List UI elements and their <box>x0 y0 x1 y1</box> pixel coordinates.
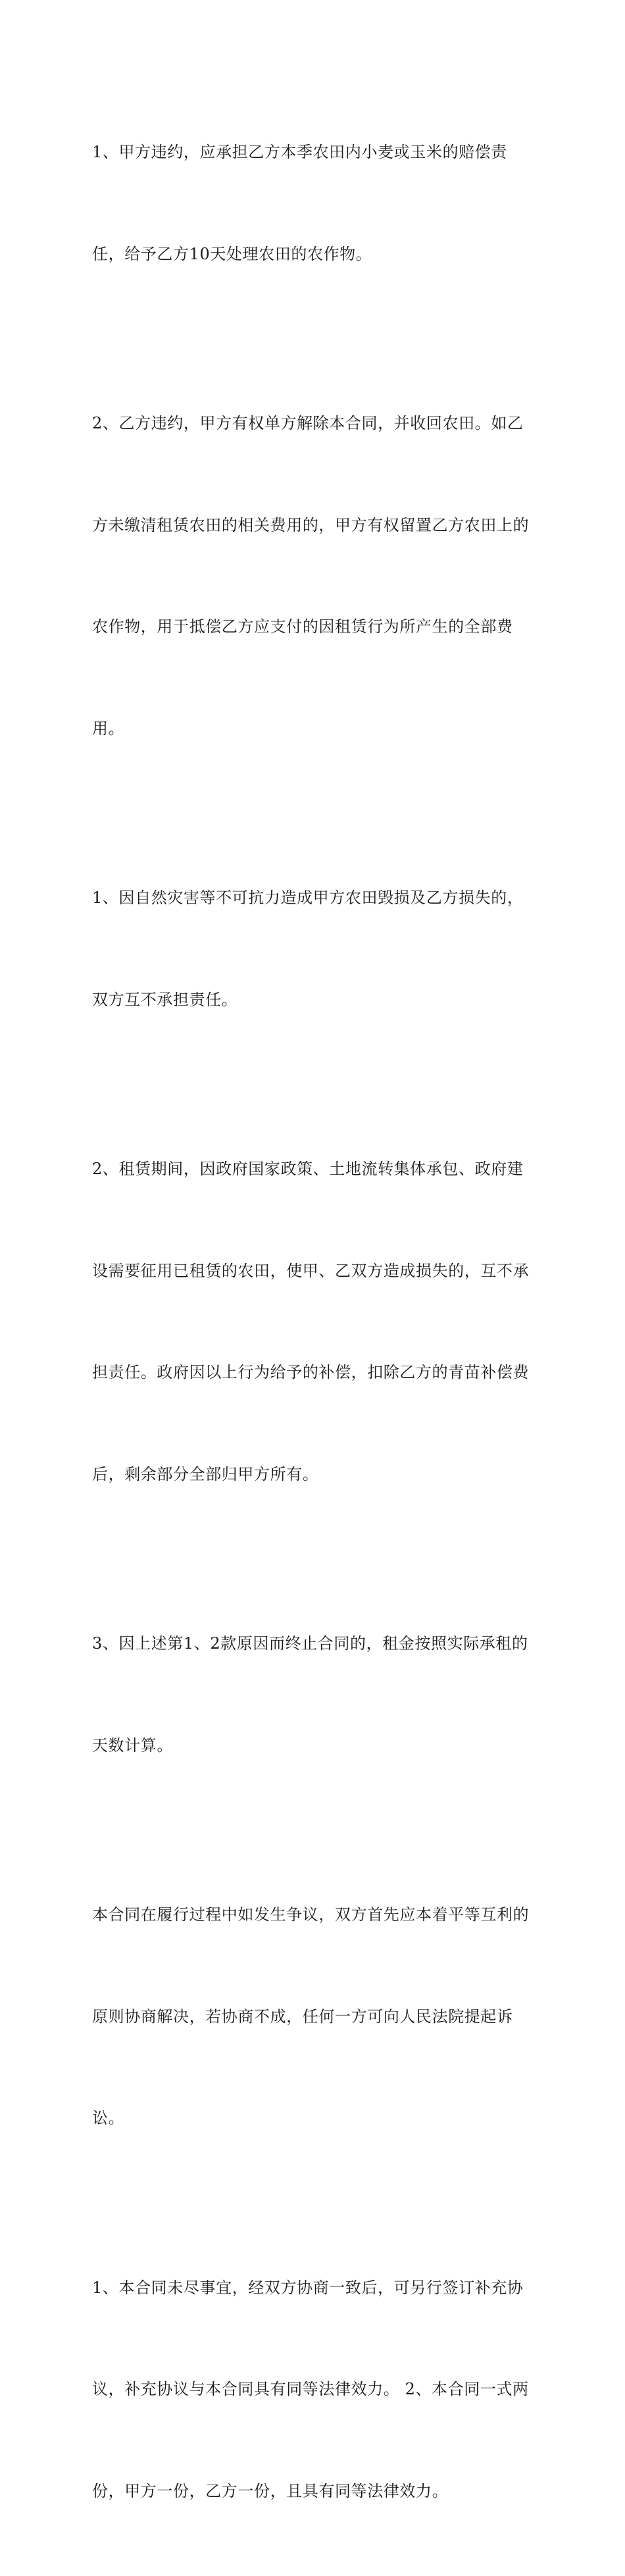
text-line: 农作物，用于抵偿乙方应支付的因租赁行为所产生的全部费 <box>92 610 539 644</box>
paragraph-breach-party-b <box>92 339 539 813</box>
text-line: 本合同在履行过程中如发生争议，双方首先应本着平等互利的 <box>92 1898 539 1932</box>
text-line: 1、因自然灾害等不可抗力造成甲方农田毁损及乙方损失的， <box>92 881 539 915</box>
text-line: 后，剩余部分全部归甲方所有。 <box>92 1458 539 1492</box>
paragraph-force-majeure <box>92 813 539 1085</box>
text-line: 原则协商解决，若协商不成，任何一方可向人民法院提起诉 <box>92 2000 539 2034</box>
text-line: 份，甲方一份，乙方一份，且具有同等法律效力。 <box>92 2475 539 2509</box>
text-line: 1、本合同未尽事宜，经双方协商一致后，可另行签订补充协 <box>92 2271 539 2306</box>
paragraph-supplementary-terms <box>92 2203 539 2576</box>
text-line: 议，补充协议与本合同具有同等法律效力。 2、本合同一式两 <box>92 2373 539 2407</box>
text-line: 方未缴清租赁农田的相关费用的，甲方有权留置乙方农田上的 <box>92 509 539 543</box>
paragraph-government-policy <box>92 1085 539 1559</box>
document-page <box>0 0 625 809</box>
text-line: 天数计算。 <box>92 1729 539 1763</box>
text-line: 讼。 <box>92 2101 539 2136</box>
text-line: 2、乙方违约，甲方有权单方解除本合同，并收回农田。如乙 <box>92 407 539 441</box>
paragraph-dispute-resolution <box>92 1830 539 2203</box>
text-line: 设需要征用已租赁的农田，使甲、乙双方造成损失的，互不承 <box>92 1254 539 1289</box>
paragraph-breach-party-a <box>92 68 539 339</box>
text-line: 用。 <box>92 712 539 746</box>
paragraph-rent-calculation <box>92 1559 539 1830</box>
text-line: 双方互不承担责任。 <box>92 983 539 1018</box>
text-line: 担责任。政府因以上行为给予的补偿，扣除乙方的青苗补偿费 <box>92 1356 539 1390</box>
text-line: 3、因上述第1、2款原因而终止合同的，租金按照实际承租的 <box>92 1627 539 1661</box>
text-line: 任，给予乙方10天处理农田的农作物。 <box>92 238 539 272</box>
document-body <box>92 68 539 2576</box>
text-line: 2、租赁期间，因政府国家政策、土地流转集体承包、政府建 <box>92 1152 539 1187</box>
text-line: 1、甲方违约，应承担乙方本季农田内小麦或玉米的赔偿责 <box>92 136 539 170</box>
